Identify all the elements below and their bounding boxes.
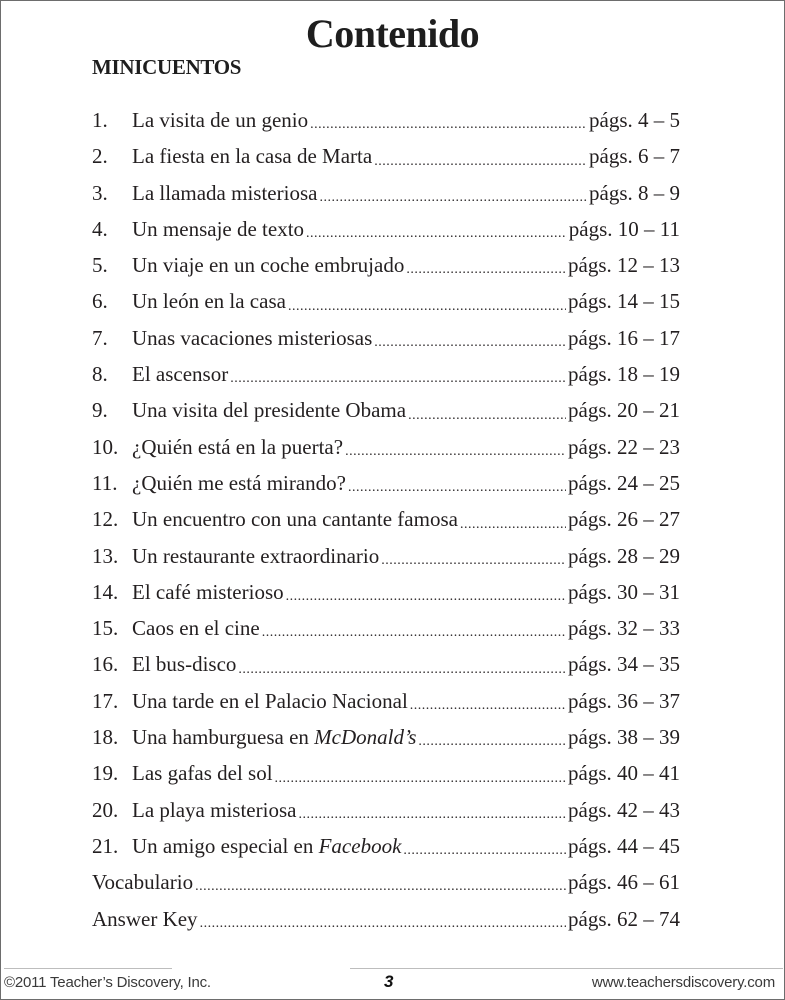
entry-title-text: Un león en la casa (132, 289, 286, 314)
toc-entry (92, 689, 680, 725)
entry-title-text: Una tarde en el Palacio Nacional (132, 688, 408, 713)
entry-title-text: Una visita del presidente Obama (132, 398, 407, 423)
entry-title (132, 616, 260, 641)
entry-title-text: ¿Quién me está mirando? (132, 470, 346, 495)
dot-leader (230, 366, 566, 387)
entry-title (132, 217, 304, 242)
entry-title (132, 580, 284, 605)
entry-pages: págs. 36 – 37 (568, 688, 680, 713)
entry-title (132, 689, 408, 714)
dot-leader (381, 548, 566, 569)
entry-title-italic: McDonald’s (314, 725, 417, 750)
entry-number: 11. (92, 470, 118, 495)
entry-pages: págs. 44 – 45 (568, 833, 680, 858)
entry-pages: págs. 24 – 25 (568, 470, 680, 495)
toc-entry (92, 326, 680, 362)
entry-title-text: ¿Quién está en la puerta? (132, 434, 344, 459)
entry-number: 6. (92, 289, 108, 314)
dot-leader (460, 511, 566, 532)
toc-entry (92, 435, 680, 471)
entry-pages: págs. 42 – 43 (568, 797, 680, 822)
entry-number: 10. (92, 434, 119, 459)
entry-pages: págs. 4 – 5 (589, 108, 680, 132)
dot-leader (374, 148, 587, 169)
footer-divider-left (4, 968, 172, 969)
entry-number: 19. (92, 761, 119, 786)
entry-title-text: La visita de un genio (132, 108, 309, 132)
entry-title (132, 725, 416, 750)
entry-pages: págs. 8 – 9 (589, 180, 680, 205)
entry-number: 2. (92, 144, 108, 169)
dot-leader (374, 330, 566, 351)
entry-number: 20. (92, 797, 119, 822)
entry-title (92, 870, 193, 895)
entry-title-italic: Facebook (318, 833, 402, 858)
entry-pages: págs. 28 – 29 (568, 543, 680, 568)
toc-entry (92, 507, 680, 543)
entry-title-text: La llamada misteriosa (132, 180, 318, 205)
entry-pages: págs. 26 – 27 (568, 507, 680, 532)
entry-pages: págs. 10 – 11 (568, 216, 680, 241)
footer-divider-right (350, 968, 783, 969)
entry-title (132, 181, 317, 206)
entry-title (132, 289, 286, 314)
entry-number: 5. (92, 253, 108, 278)
entry-title-text: La playa misteriosa (132, 797, 297, 822)
dot-leader (345, 439, 566, 460)
entry-title (92, 907, 198, 932)
entry-number: 12. (92, 507, 119, 532)
toc-entry (92, 616, 680, 652)
dot-leader (418, 729, 566, 750)
dot-leader (200, 910, 566, 931)
dot-leader (306, 221, 567, 242)
entry-pages: págs. 20 – 21 (568, 398, 680, 423)
dot-leader (403, 838, 566, 859)
dot-leader (310, 112, 587, 133)
section-heading: MINICUENTOS (92, 55, 242, 79)
entry-title (132, 435, 343, 460)
entry-title-text: Answer Key (92, 906, 198, 931)
toc-entry (92, 798, 680, 834)
entry-pages: págs. 40 – 41 (568, 761, 680, 786)
entry-title (132, 798, 296, 823)
entry-pages: págs. 12 – 13 (568, 253, 680, 278)
dot-leader (408, 402, 566, 423)
toc-entry (92, 144, 680, 180)
dot-leader (298, 802, 566, 823)
dot-leader (238, 656, 566, 677)
entry-number: 1. (92, 108, 108, 132)
entry-pages: págs. 16 – 17 (568, 325, 680, 350)
entry-title (132, 834, 401, 859)
toc-entry (92, 580, 680, 616)
entry-number: 3. (92, 180, 108, 205)
entry-title (132, 398, 406, 423)
toc-entry (92, 471, 680, 507)
entry-number: 16. (92, 652, 119, 677)
toc-entry (92, 398, 680, 434)
toc-entry (92, 834, 680, 870)
footer-page-number: 3 (384, 972, 394, 991)
entry-number: 15. (92, 616, 119, 641)
entry-pages: págs. 32 – 33 (568, 616, 680, 641)
toc-entry (92, 725, 680, 761)
toc-entry (92, 761, 680, 797)
toc-entry (92, 253, 680, 289)
entry-title (132, 652, 236, 677)
entry-title (132, 507, 458, 532)
entry-number: 8. (92, 362, 108, 387)
entry-pages: págs. 6 – 7 (589, 144, 680, 169)
dot-leader (275, 765, 566, 786)
entry-title-text: Una hamburguesa en (132, 725, 315, 750)
toc-entry (92, 108, 680, 144)
entry-title (132, 362, 228, 387)
entry-title (132, 761, 273, 786)
dot-leader (319, 185, 587, 206)
dot-leader (406, 257, 566, 278)
dot-leader (262, 620, 566, 641)
entry-number: 13. (92, 543, 119, 568)
entry-title-text: El café misterioso (132, 579, 284, 604)
entry-title-text: El ascensor (132, 362, 229, 387)
dot-leader (286, 584, 566, 605)
entry-pages: págs. 46 – 61 (568, 870, 680, 895)
dot-leader (410, 693, 566, 714)
entry-number: 14. (92, 579, 119, 604)
entry-title (132, 253, 404, 278)
entry-title-text: La fiesta en la casa de Marta (132, 144, 373, 169)
entry-number: 21. (92, 833, 119, 858)
entry-pages: págs. 18 – 19 (568, 362, 680, 387)
entry-pages: págs. 30 – 31 (568, 579, 680, 604)
entry-title-text: Un restaurante extraordinario (132, 543, 380, 568)
entry-number: 4. (92, 216, 108, 241)
toc-entry (92, 181, 680, 217)
entry-pages: págs. 14 – 15 (568, 289, 680, 314)
entry-number: 7. (92, 325, 108, 350)
toc-entry (92, 870, 680, 906)
entry-title-text: El bus-disco (132, 652, 237, 677)
entry-pages: págs. 62 – 74 (568, 906, 680, 931)
entry-title-text: Vocabulario (92, 870, 194, 895)
entry-title-text: Las gafas del sol (132, 761, 273, 786)
footer-url: www.teachersdiscovery.com (591, 974, 775, 991)
entry-title (132, 108, 308, 133)
entry-pages: págs. 22 – 23 (568, 434, 680, 459)
entry-title-text: Un mensaje de texto (132, 216, 305, 241)
page-title: Contenido (305, 11, 480, 56)
toc-entry (92, 217, 680, 253)
toc-entry (92, 652, 680, 688)
entry-number: 17. (92, 688, 119, 713)
entry-pages: págs. 38 – 39 (568, 725, 680, 750)
entry-title-text: Caos en el cine (132, 616, 260, 641)
table-of-contents (92, 108, 680, 943)
entry-title-text: Un viaje en un coche embrujado (132, 253, 405, 278)
entry-title (132, 326, 372, 351)
entry-title-text: Un encuentro con una cantante famosa (132, 507, 458, 532)
entry-title (132, 544, 379, 569)
dot-leader (195, 874, 566, 895)
entry-title-text: Un amigo especial en (132, 833, 319, 858)
dot-leader (288, 293, 566, 314)
toc-entry (92, 544, 680, 580)
entry-title (132, 471, 346, 496)
footer-copyright: ©2011 Teacher’s Discovery, Inc. (4, 974, 211, 991)
entry-number: 18. (92, 725, 119, 750)
dot-leader (348, 475, 566, 496)
toc-entry (92, 362, 680, 398)
toc-entry (92, 289, 680, 325)
entry-title (132, 144, 372, 169)
entry-pages: págs. 34 – 35 (568, 652, 680, 677)
entry-number: 9. (92, 398, 108, 423)
entry-title-text: Unas vacaciones misteriosas (132, 325, 373, 350)
toc-entry (92, 907, 680, 943)
